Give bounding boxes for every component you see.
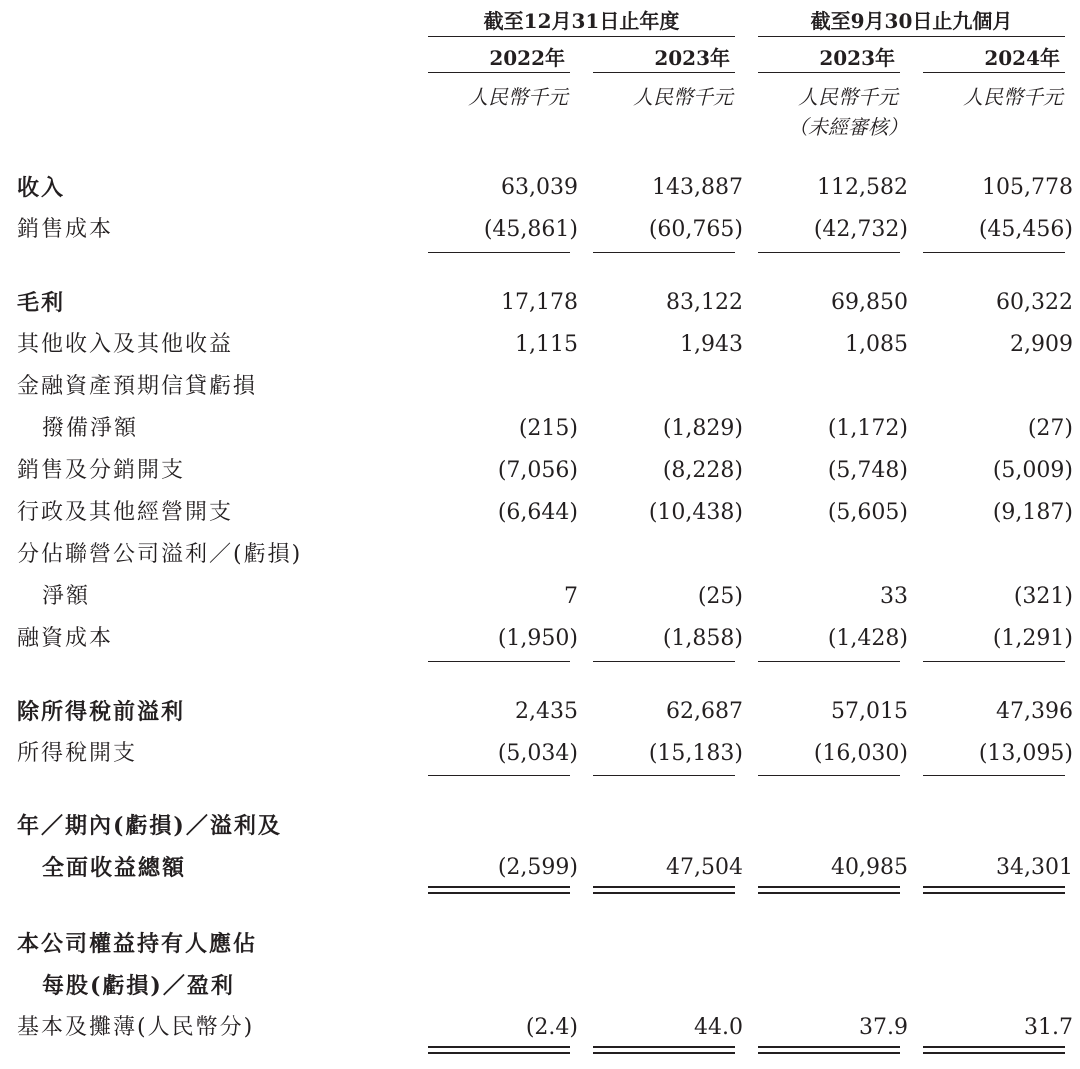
cell-value: 31.7 (1024, 1015, 1073, 1040)
cell-value: (215) (518, 416, 578, 441)
header-group-nine-months: 截至9月30日止九個月 (810, 9, 1013, 33)
cell-value: (42,732) (813, 217, 908, 242)
total-double-rule (593, 1046, 735, 1054)
header-group-nine-months-rule (758, 36, 1065, 37)
cell-value: (45,861) (483, 217, 578, 242)
subtotal-rule (758, 661, 900, 662)
row-label-income-tax: 所得稅開支 (17, 741, 138, 766)
cell-value: 1,085 (845, 332, 908, 357)
unaudited-label: （未經審核） (788, 115, 908, 139)
subtotal-rule (923, 252, 1065, 253)
total-double-rule (923, 886, 1065, 894)
cell-value: (15,183) (648, 741, 743, 766)
cell-value: 105,778 (982, 175, 1073, 200)
subtotal-rule (428, 661, 570, 662)
cell-value: 17,178 (501, 290, 578, 315)
row-label-share-of-associates: 分佔聯營公司溢利／(虧損) (17, 542, 303, 567)
year-rule (593, 72, 735, 73)
unit-label: 人民幣千元 (798, 85, 898, 109)
cell-value: (27) (1027, 416, 1073, 441)
header-group-year-rule (428, 36, 735, 37)
cell-value: (2,599) (497, 855, 578, 880)
row-label-ecl: 金融資產預期信貸虧損 (17, 374, 258, 399)
unit-label: 人民幣千元 (633, 85, 733, 109)
total-double-rule (758, 1046, 900, 1054)
cell-value: (1,428) (827, 626, 908, 651)
cell-value: (1,950) (497, 626, 578, 651)
cell-value: (5,748) (827, 458, 908, 483)
cell-value: (1,858) (662, 626, 743, 651)
cell-value: (2.4) (525, 1015, 578, 1040)
subtotal-rule (593, 775, 735, 776)
row-label-gross-profit: 毛利 (17, 290, 66, 316)
subtotal-rule (428, 252, 570, 253)
row-label-other-income: 其他收入及其他收益 (17, 332, 234, 357)
subtotal-rule (758, 252, 900, 253)
cell-value: 37.9 (859, 1015, 908, 1040)
subtotal-rule (758, 775, 900, 776)
cell-value: (5,605) (827, 500, 908, 525)
unit-label: 人民幣千元 (963, 85, 1063, 109)
cell-value: 83,122 (666, 290, 743, 315)
row-label-period-result: 年／期內(虧損)／溢利及 (17, 813, 282, 839)
cell-value: (25) (697, 584, 743, 609)
total-double-rule (593, 886, 735, 894)
row-label-attributable: 本公司權益持有人應佔 (17, 931, 258, 957)
total-double-rule (758, 886, 900, 894)
total-double-rule (428, 1046, 570, 1054)
cell-value: 2,909 (1010, 332, 1073, 357)
row-label-admin-expenses: 行政及其他經營開支 (17, 500, 234, 525)
cell-value: 63,039 (501, 175, 578, 200)
cell-value: 69,850 (831, 290, 908, 315)
cell-value: 33 (880, 584, 908, 609)
cell-value: 143,887 (652, 175, 743, 200)
cell-value: 47,504 (666, 855, 743, 880)
row-label-basic-diluted: 基本及攤薄(人民幣分) (17, 1015, 255, 1040)
year-header: 2023年 (654, 46, 730, 70)
cell-value: (60,765) (648, 217, 743, 242)
cell-value: 1,943 (680, 332, 743, 357)
subtotal-rule (593, 661, 735, 662)
year-header: 2022年 (489, 46, 565, 70)
cell-value: 62,687 (666, 699, 743, 724)
cell-value: (5,009) (992, 458, 1073, 483)
total-double-rule (428, 886, 570, 894)
cell-value: (7,056) (497, 458, 578, 483)
header-group-year: 截至12月31日止年度 (483, 9, 680, 33)
cell-value: (1,291) (992, 626, 1073, 651)
year-rule (758, 72, 900, 73)
row-label-selling-expenses: 銷售及分銷開支 (17, 458, 186, 483)
cell-value: (5,034) (497, 741, 578, 766)
row-label-finance-costs: 融資成本 (17, 626, 114, 651)
cell-value: 47,396 (996, 699, 1073, 724)
cell-value: 34,301 (996, 855, 1073, 880)
row-label-cost-of-sales: 銷售成本 (17, 217, 114, 242)
row-label-revenue: 收入 (17, 175, 66, 201)
subtotal-rule (923, 775, 1065, 776)
year-header: 2024年 (984, 46, 1060, 70)
year-rule (923, 72, 1065, 73)
year-header: 2023年 (819, 46, 895, 70)
cell-value: 57,015 (831, 699, 908, 724)
cell-value: (9,187) (992, 500, 1073, 525)
cell-value: (321) (1013, 584, 1073, 609)
row-label-ecl-net: 撥備淨額 (42, 416, 139, 441)
cell-value: 2,435 (515, 699, 578, 724)
cell-value: (6,644) (497, 500, 578, 525)
row-label-total-comprehensive-income: 全面收益總額 (42, 855, 187, 881)
unit-label: 人民幣千元 (468, 85, 568, 109)
cell-value: 40,985 (831, 855, 908, 880)
cell-value: 7 (564, 584, 578, 609)
cell-value: (8,228) (662, 458, 743, 483)
year-rule (428, 72, 570, 73)
row-label-profit-before-tax: 除所得稅前溢利 (17, 699, 186, 725)
subtotal-rule (593, 252, 735, 253)
cell-value: 112,582 (817, 175, 908, 200)
subtotal-rule (923, 661, 1065, 662)
cell-value: (10,438) (648, 500, 743, 525)
cell-value: (1,829) (662, 416, 743, 441)
cell-value: 1,115 (515, 332, 578, 357)
total-double-rule (923, 1046, 1065, 1054)
cell-value: (1,172) (827, 416, 908, 441)
subtotal-rule (428, 775, 570, 776)
cell-value: (16,030) (813, 741, 908, 766)
row-label-eps: 每股(虧損)／盈利 (42, 973, 235, 999)
cell-value: 44.0 (694, 1015, 743, 1040)
cell-value: (13,095) (978, 741, 1073, 766)
row-label-share-of-associates-net: 淨額 (42, 584, 91, 609)
cell-value: (45,456) (978, 217, 1073, 242)
cell-value: 60,322 (996, 290, 1073, 315)
